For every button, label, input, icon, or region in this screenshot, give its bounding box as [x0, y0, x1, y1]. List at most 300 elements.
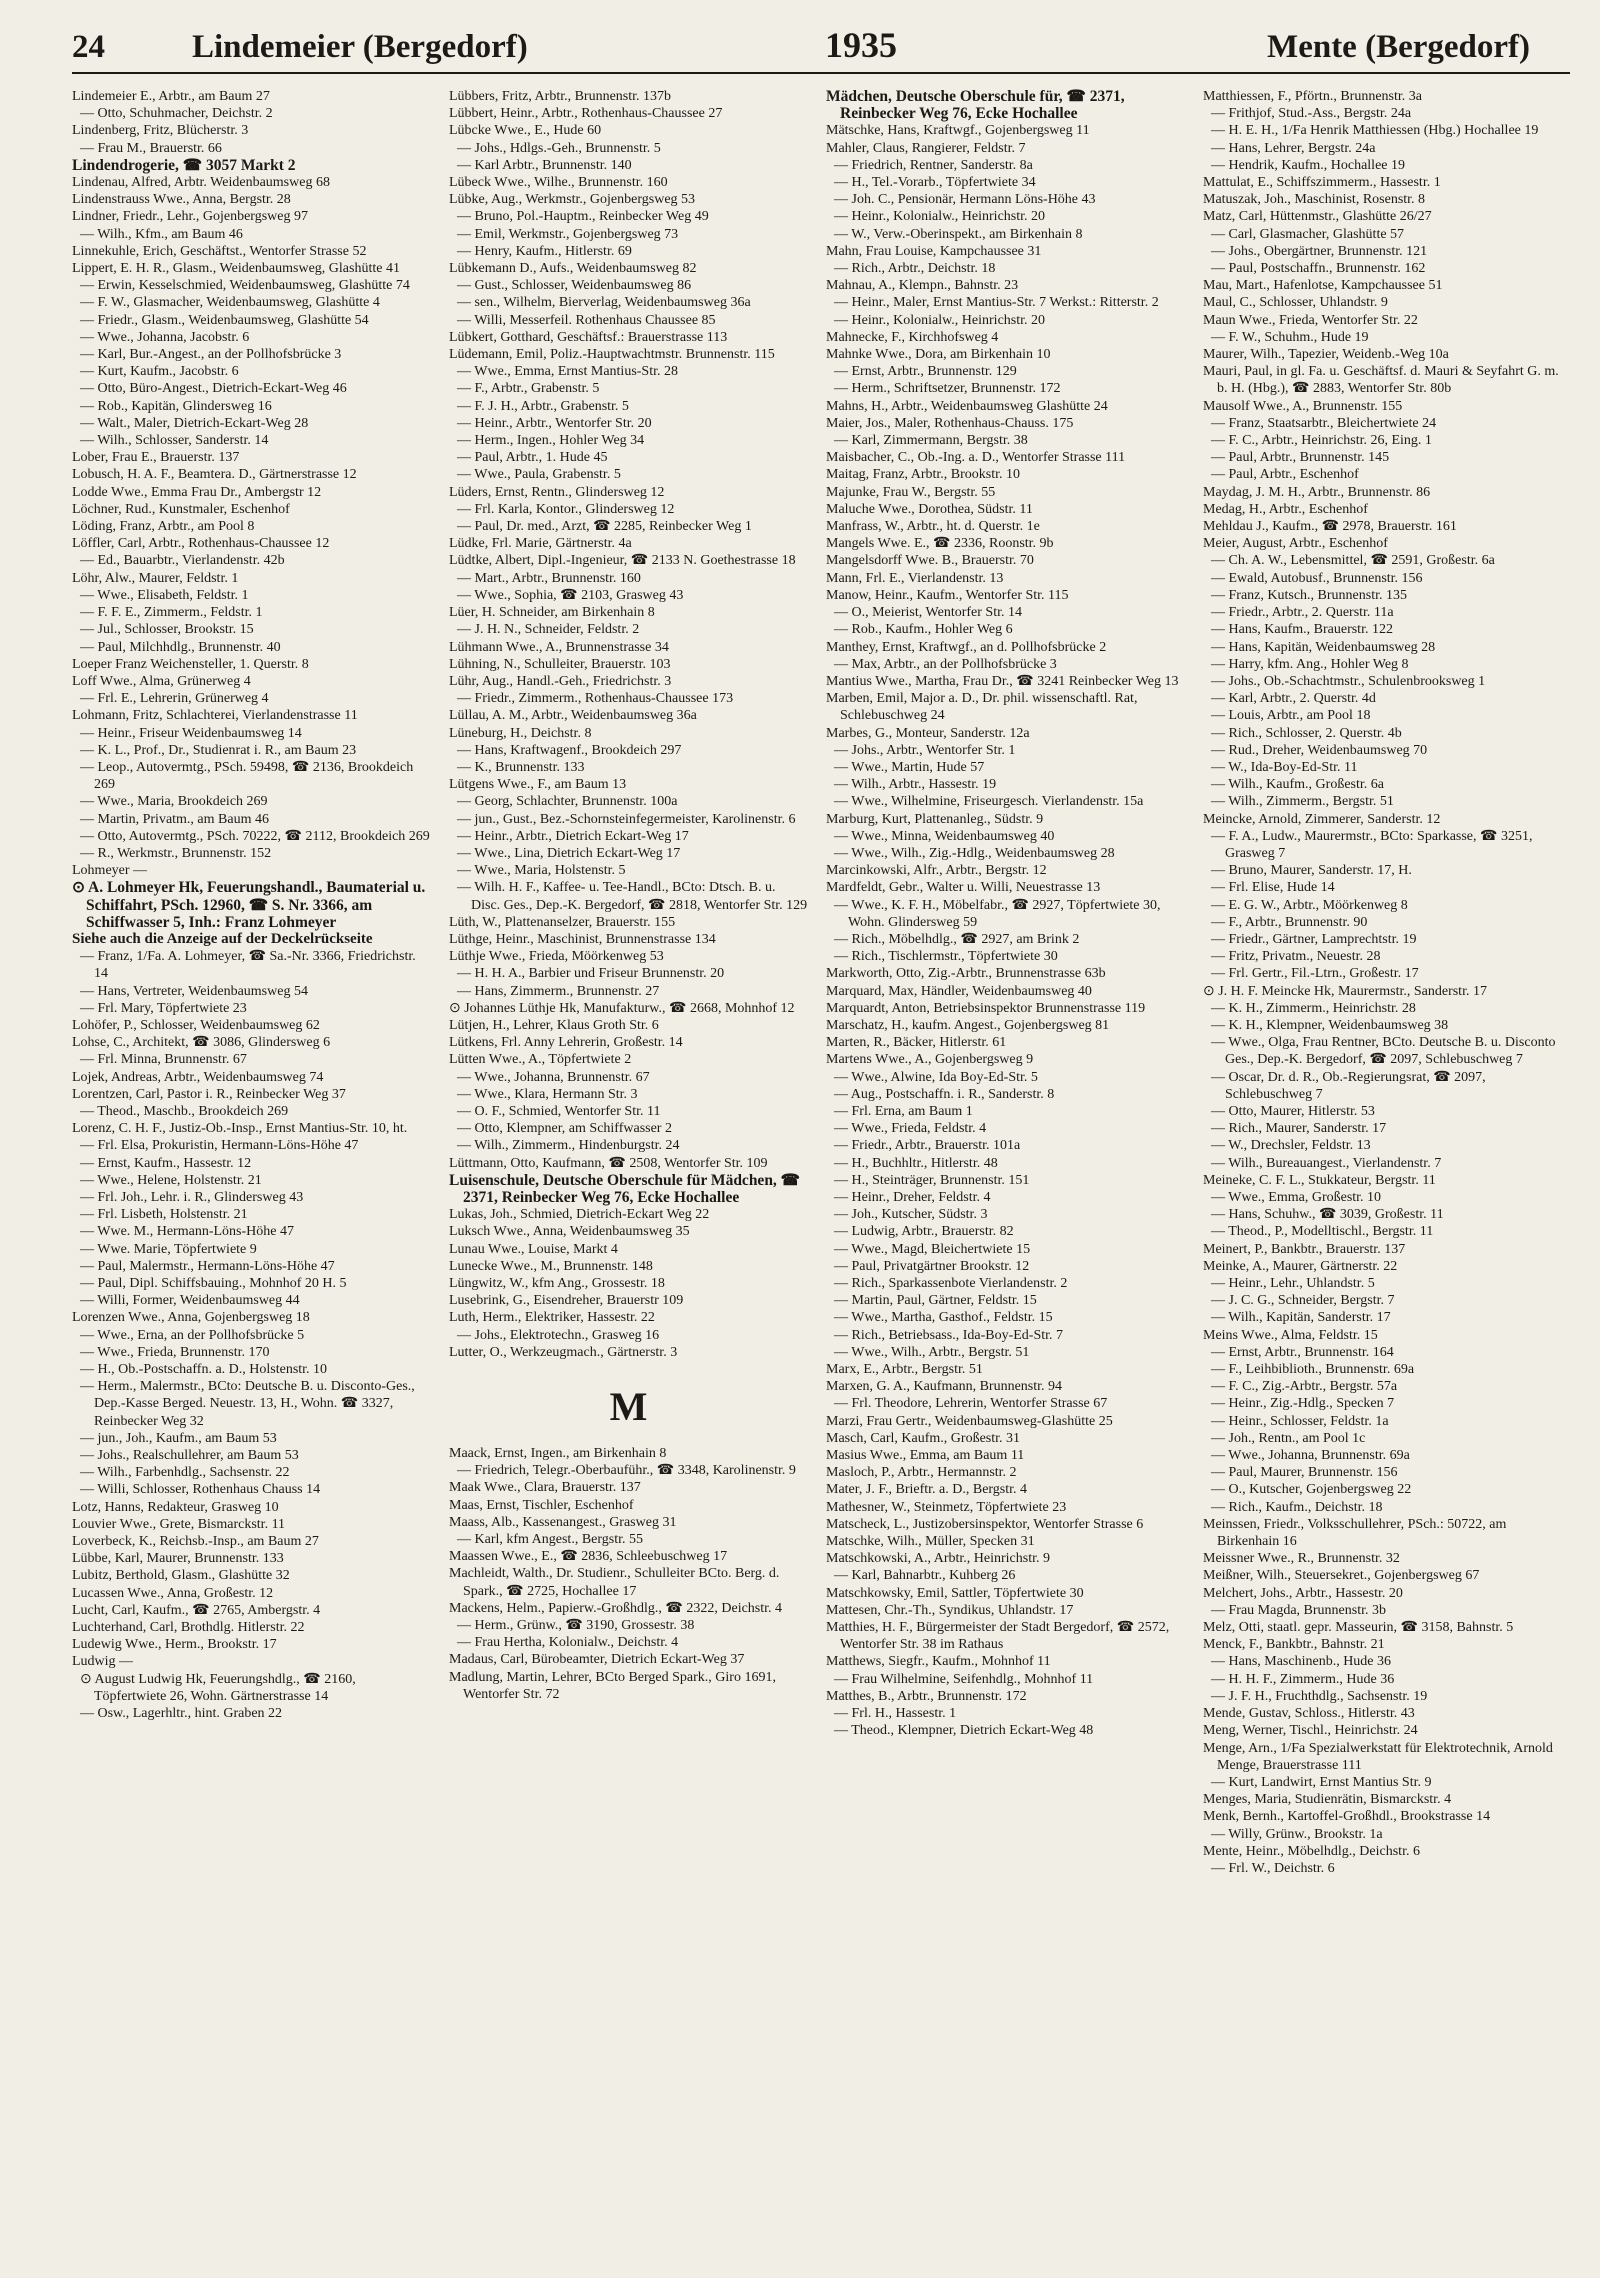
directory-entry: — Paul, Malermstr., Hermann-Löns-Höhe 47 [80, 1258, 335, 1274]
directory-entry: — Friedrich, Telegr.-Oberbauführ., ☎ 3348, Karolinenstr. 9 [457, 1463, 796, 1479]
directory-entry: Martens Wwe., A., Gojenbergsweg 9 [826, 1052, 1034, 1068]
directory-column-3 [826, 88, 1185, 2218]
directory-entry: — jun., Joh., Kaufm., am Baum 53 [80, 1430, 277, 1446]
directory-entry: — Hans, Kapitän, Weidenbaumsweg 28 [1211, 639, 1436, 655]
directory-entry: Marschatz, H., kaufm. Angest., Gojenbergsweg 81 [826, 1017, 1110, 1033]
directory-entry: Lohse, C., Architekt, ☎ 3086, Glindersweg 6 [72, 1035, 331, 1051]
directory-entry: Mau, Mart., Hafenlotse, Kampchaussee 51 [1203, 278, 1443, 294]
directory-entry: — Osw., Lagerhltr., hint. Graben 22 [80, 1706, 283, 1722]
directory-entry: Mackens, Helm., Papierw.-Großhdlg., ☎ 2322, Deichstr. 4 [449, 1600, 783, 1616]
directory-entry: Mangels Wwe. E., ☎ 2336, Roonstr. 9b [826, 536, 1054, 552]
directory-entry: — Rich., Kaufm., Deichstr. 18 [1211, 1499, 1383, 1515]
directory-entry: ⊙ Johannes Lüthje Hk, Manufakturw., ☎ 2668, Mohnhof 12 [449, 1000, 795, 1016]
advertisement-note: Siehe auch die Anzeige auf der Deckelrückseite [72, 930, 373, 947]
directory-entry: Mantius Wwe., Martha, Frau Dr., ☎ 3241 Reinbecker Weg 13 [826, 673, 1179, 689]
directory-entry: — Frau Hertha, Kolonialw., Deichstr. 4 [457, 1635, 679, 1651]
directory-entry: — Franz, Staatsarbtr., Bleichertwiete 24 [1211, 415, 1437, 431]
directory-entry: Lubitz, Berthold, Glasm., Glashütte 32 [72, 1568, 290, 1584]
directory-entry: — Theod., Klempner, Dietrich Eckart-Weg 48 [834, 1723, 1094, 1739]
directory-entry: — Rud., Dreher, Weidenbaumsweg 70 [1211, 742, 1428, 758]
directory-entry: Lüer, H. Schneider, am Birkenhain 8 [449, 605, 655, 621]
directory-entry: Ludwig — [72, 1654, 134, 1670]
directory-entry: Lüthje Wwe., Frieda, Möörkenweg 53 [449, 949, 664, 965]
directory-entry: — Ernst, Arbtr., Brunnenstr. 129 [834, 364, 1017, 380]
directory-entry: — Ch. A. W., Lebensmittel, ☎ 2591, Großestr. 6a [1211, 553, 1495, 569]
directory-entry: — Karl, kfm Angest., Bergstr. 55 [457, 1532, 644, 1548]
directory-entry: — K. H., Zimmerm., Heinrichstr. 28 [1211, 1000, 1416, 1016]
directory-entry: — Paul, Maurer, Brunnenstr. 156 [1211, 1465, 1398, 1481]
directory-entry: — Wwe., Paula, Grabenstr. 5 [457, 467, 621, 483]
directory-entry: Lukas, Joh., Schmied, Dietrich-Eckart Weg 22 [449, 1207, 710, 1223]
directory-entry: — Johs., Obergärtner, Brunnenstr. 121 [1211, 243, 1428, 259]
directory-entry: Melz, Otti, staatl. gepr. Masseurin, ☎ 3158, Bahnstr. 5 [1203, 1620, 1514, 1636]
directory-entry: — Rich., Sparkassenbote Vierlandenstr. 2 [834, 1276, 1068, 1292]
directory-entry: — Johs., Ob.-Schachtmstr., Schulenbrooksweg 1 [1211, 673, 1486, 689]
directory-entry: — F., Leihbiblioth., Brunnenstr. 69a [1211, 1362, 1415, 1378]
directory-entry: Ludewig Wwe., Herm., Brookstr. 17 [72, 1637, 277, 1653]
directory-entry: — Otto, Klempner, am Schiffwasser 2 [457, 1121, 672, 1137]
directory-entry: — Wilh. H. F., Kaffee- u. Tee-Handl., BCto: Dtsch. B. u. Disc. Ges., Dep.-K. Bergedorf, ☎ 2818, Wentorfer Str. 129 [457, 880, 808, 913]
directory-entry: Löchner, Rud., Kunstmaler, Eschenhof [72, 501, 290, 517]
directory-entry: Maitag, Franz, Arbtr., Brookstr. 10 [826, 467, 1021, 483]
directory-entry: — Paul, Arbtr., Eschenhof [1211, 467, 1359, 483]
directory-entry: Lippert, E. H. R., Glasm., Weidenbaumsweg, Glashütte 41 [72, 261, 400, 277]
directory-entry: Linnekuhle, Erich, Geschäftst., Wentorfer Strasse 52 [72, 243, 367, 259]
directory-entry: — Joh. C., Pensionär, Hermann Löns-Höhe 43 [834, 192, 1096, 208]
directory-entry: — Carl, Glasmacher, Glashütte 57 [1211, 226, 1405, 242]
directory-entry: — Heinr., Kolonialw., Heinrichstr. 20 [834, 312, 1046, 328]
directory-entry: Lindner, Friedr., Lehr., Gojenbergsweg 97 [72, 209, 308, 225]
directory-entry: — Herm., Ingen., Hohler Weg 34 [457, 433, 645, 449]
directory-entry: — Kurt, Kaufm., Jacobstr. 6 [80, 364, 239, 380]
directory-entry: Marx, E., Arbtr., Bergstr. 51 [826, 1362, 983, 1378]
directory-entry: — Paul, Arbtr., 1. Hude 45 [457, 450, 608, 466]
directory-entry: Löding, Franz, Arbtr., am Pool 8 [72, 519, 255, 535]
directory-entry: — H. H. F., Zimmerm., Hude 36 [1211, 1671, 1395, 1687]
directory-entry: Meincke, Arnold, Zimmerer, Sanderstr. 12 [1203, 811, 1441, 827]
directory-entry: Mattulat, E., Schiffszimmerm., Hassestr. 1 [1203, 175, 1441, 191]
directory-entry: — Wilh., Kaufm., Großestr. 6a [1211, 777, 1384, 793]
directory-entry: Mädchen, Deutsche Oberschule für, ☎ 2371, Reinbecker Weg 76, Ecke Hochallee [826, 88, 1125, 123]
directory-entry: Maak Wwe., Clara, Brauerstr. 137 [449, 1480, 641, 1496]
directory-entry: Lobusch, H. A. F., Beamtera. D., Gärtnerstrasse 12 [72, 467, 357, 483]
directory-entry: Matz, Carl, Hüttenmstr., Glashütte 26/27 [1203, 209, 1432, 225]
directory-entry: Lober, Frau E., Brauerstr. 137 [72, 450, 240, 466]
directory-entry: — Herm., Malermstr., BCto: Deutsche B. u. Disconto-Ges., Dep.-Kasse Berged. Neuestr. 13, H., Wohn. ☎ 3327, Reinbecker Weg 32 [80, 1379, 415, 1429]
directory-entry: Madlung, Martin, Lehrer, BCto Berged Spark., Giro 1691, Wentorfer Str. 72 [449, 1669, 776, 1702]
directory-entry: Lindenstrauss Wwe., Anna, Bergstr. 28 [72, 192, 291, 208]
directory-entry: Meißner, Wilh., Steuersekret., Gojenbergsweg 67 [1203, 1568, 1480, 1584]
directory-entry: — O., Meierist, Wentorfer Str. 14 [834, 605, 1022, 621]
directory-entry: Marquardt, Anton, Betriebsinspektor Brunnenstrasse 119 [826, 1000, 1146, 1016]
directory-entry: — Frl. H., Hassestr. 1 [834, 1706, 957, 1722]
directory-entry: — Paul, Milchhdlg., Brunnenstr. 40 [80, 639, 281, 655]
directory-entry: — H., Tel.-Vorarb., Töpfertwiete 34 [834, 175, 1036, 191]
directory-entry: — Erwin, Kesselschmied, Weidenbaumsweg, Glashütte 74 [80, 278, 410, 294]
directory-entry: — Johs., Realschullehrer, am Baum 53 [80, 1448, 299, 1464]
directory-entry: Loff Wwe., Alma, Grünerweg 4 [72, 673, 251, 689]
directory-entry: — F. W., Schuhm., Hude 19 [1211, 329, 1369, 345]
directory-entry: Mahnke Wwe., Dora, am Birkenhain 10 [826, 347, 1051, 363]
directory-entry: — Bruno, Pol.-Hauptm., Reinbecker Weg 49 [457, 209, 709, 225]
directory-entry: — Wwe., Lina, Dietrich Eckart-Weg 17 [457, 845, 681, 861]
directory-entry: Lübke, Aug., Werkmstr., Gojenbergsweg 53 [449, 192, 696, 208]
directory-entry: — Paul, Dipl. Schiffsbauing., Mohnhof 20 H. 5 [80, 1276, 347, 1292]
directory-entry: Lüth, W., Plattenanselzer, Brauerstr. 155 [449, 914, 676, 930]
directory-entry: — Hendrik, Kaufm., Hochallee 19 [1211, 157, 1405, 173]
directory-entry: — Rich., Möbelhdlg., ☎ 2927, am Brink 2 [834, 931, 1080, 947]
directory-entry: — Oscar, Dr. d. R., Ob.-Regierungsrat, ☎ 2097, Schlebuschweg 7 [1211, 1069, 1486, 1102]
directory-entry: Masch, Carl, Kaufm., Großestr. 31 [826, 1430, 1021, 1446]
directory-entry: — Ernst, Arbtr., Brunnenstr. 164 [1211, 1344, 1394, 1360]
directory-entry: — Wwe., Wilh., Zig.-Hdlg., Weidenbaumsweg 28 [834, 845, 1115, 861]
directory-entry: — O., Kutscher, Gojenbergsweg 22 [1211, 1482, 1412, 1498]
directory-entry: — Wwe., Olga, Frau Rentner, BCto. Deutsche B. u. Disconto Ges., Dep.-K. Bergedorf, ☎ 2097, Schlebuschweg 7 [1211, 1035, 1556, 1068]
directory-entry: — J. C. G., Schneider, Bergstr. 7 [1211, 1293, 1395, 1309]
directory-entry: — Theod., Maschb., Brookdeich 269 [80, 1103, 289, 1119]
directory-entry: — R., Werkmstr., Brunnenstr. 152 [80, 845, 272, 861]
directory-entry: — Wilh., Bureauangest., Vierlandenstr. 7 [1211, 1155, 1442, 1171]
directory-entry: — Friedrich, Rentner, Sanderstr. 8a [834, 157, 1033, 173]
directory-entry: Lübkert, Gotthard, Geschäftsf.: Brauerstrasse 113 [449, 329, 728, 345]
directory-entry: Mente, Heinr., Möbelhdlg., Deichstr. 6 [1203, 1843, 1420, 1859]
directory-entry: Menk, Bernh., Kartoffel-Großhdl., Brookstrasse 14 [1203, 1809, 1491, 1825]
directory-entry: — H. E. H., 1/Fa Henrik Matthiessen (Hbg.) Hochallee 19 [1211, 123, 1539, 139]
directory-entry: — Friedr., Gärtner, Lamprechtstr. 19 [1211, 931, 1417, 947]
directory-entry: — H., Ob.-Postschaffn. a. D., Holstenstr. 10 [80, 1362, 328, 1378]
directory-entry: Mardfeldt, Gebr., Walter u. Willi, Neuestrasse 13 [826, 880, 1101, 896]
directory-entry: Mausolf Wwe., A., Brunnenstr. 155 [1203, 398, 1403, 414]
directory-entry: Mende, Gustav, Schloss., Hitlerstr. 43 [1203, 1706, 1415, 1722]
directory-entry: Marten, R., Bäcker, Hitlerstr. 61 [826, 1035, 1007, 1051]
directory-entry: Lütjen, H., Lehrer, Klaus Groth Str. 6 [449, 1017, 659, 1033]
directory-entry: — Wwe., Alwine, Ida Boy-Ed-Str. 5 [834, 1069, 1038, 1085]
directory-entry: Lütgens Wwe., F., am Baum 13 [449, 777, 627, 793]
directory-entry: — Heinr., Dreher, Feldstr. 4 [834, 1190, 991, 1205]
directory-entry: Mahns, H., Arbtr., Weidenbaumsweg Glashütte 24 [826, 398, 1108, 414]
directory-entry: — Wilh., Kapitän, Sanderstr. 17 [1211, 1310, 1391, 1326]
header-year: 1935 [825, 25, 897, 65]
directory-entry: Maun Wwe., Frieda, Wentorfer Str. 22 [1203, 312, 1418, 328]
directory-entry: ⊙ A. Lohmeyer Hk, Feuerungshandl., Baumaterial u. Schiffahrt, PSch. 12960, ☎ S. Nr. 3366, am Schiffwasser 5, Inh.: Franz Lohmeyer [72, 879, 426, 931]
directory-entry: ⊙ J. H. F. Meincke Hk, Maurermstr., Sanderstr. 17 [1203, 983, 1487, 999]
directory-entry: — Frl. Mary, Töpfertwiete 23 [80, 1000, 247, 1016]
directory-entry: Luchterhand, Carl, Brothdlg. Hitlerstr. 22 [72, 1620, 305, 1636]
directory-entry: Machleidt, Walth., Dr. Studienr., Schulleiter BCto. Berg. d. Spark., ☎ 2725, Hochallee 17 [449, 1566, 780, 1599]
directory-entry: — Max, Arbtr., an der Pollhofsbrücke 3 [834, 656, 1057, 672]
directory-entry: — W., Drechsler, Feldstr. 13 [1211, 1138, 1371, 1154]
directory-entry: — Ludwig, Arbtr., Brauerstr. 82 [834, 1224, 1014, 1240]
directory-entry: — Johs., Arbtr., Wentorfer Str. 1 [834, 742, 1016, 758]
directory-entry: — Wwe., Wilh., Arbtr., Bergstr. 51 [834, 1344, 1030, 1360]
directory-entry: — Wilh., Schlosser, Sanderstr. 14 [80, 433, 269, 449]
directory-entry: — Karl, Arbtr., 2. Querstr. 4d [1211, 691, 1376, 707]
directory-entry: Marcinkowski, Alfr., Arbtr., Bergstr. 12 [826, 863, 1047, 879]
directory-entry: — Gust., Schlosser, Weidenbaumsweg 86 [457, 278, 692, 294]
directory-entry: Lübcke Wwe., E., Hude 60 [449, 123, 602, 139]
directory-entry: Lüdemann, Emil, Poliz.-Hauptwachtmstr. Brunnenstr. 115 [449, 347, 775, 363]
directory-entry: — Wwe., Emma, Ernst Mantius-Str. 28 [457, 364, 678, 380]
directory-entry: Matschke, Wilh., Müller, Specken 31 [826, 1534, 1035, 1550]
directory-entry: Luisenschule, Deutsche Oberschule für Mädchen, ☎ 2371, Reinbecker Weg 76, Ecke Hochallee [449, 1171, 800, 1206]
directory-entry: — F. C., Arbtr., Heinrichstr. 26, Eing. 1 [1211, 433, 1432, 449]
directory-entry: Medag, H., Arbtr., Eschenhof [1203, 501, 1368, 517]
directory-entry: Menges, Maria, Studienrätin, Bismarckstr. 4 [1203, 1792, 1452, 1808]
directory-entry: — O. F., Schmied, Wentorfer Str. 11 [457, 1103, 661, 1119]
directory-entry: — Frl. Elsa, Prokuristin, Hermann-Löns-Höhe 47 [80, 1138, 359, 1154]
directory-entry: — E. G. W., Arbtr., Möörkenweg 8 [1211, 897, 1408, 913]
directory-entry: — Herm., Schriftsetzer, Brunnenstr. 172 [834, 381, 1061, 397]
directory-entry: Melchert, Johs., Arbtr., Hassestr. 20 [1203, 1585, 1403, 1601]
directory-entry: — Wilh., Farbenhdlg., Sachsenstr. 22 [80, 1465, 290, 1481]
directory-entry: Lütten Wwe., A., Töpfertwiete 2 [449, 1052, 632, 1068]
directory-entry: — K., Brunnenstr. 133 [457, 759, 585, 775]
directory-entry: Mater, J. F., Brieftr. a. D., Bergstr. 4 [826, 1482, 1028, 1498]
directory-entry: Lühr, Aug., Handl.-Geh., Friedrichstr. 3 [449, 673, 672, 689]
directory-entry: Lüttmann, Otto, Kaufmann, ☎ 2508, Wentorfer Str. 109 [449, 1155, 768, 1171]
directory-entry: — Jul., Schlosser, Brookstr. 15 [80, 622, 254, 638]
directory-entry: — Wwe., Helene, Holstenstr. 21 [80, 1172, 262, 1188]
directory-entry: — Rich., Arbtr., Deichstr. 18 [834, 261, 996, 277]
directory-entry: Matthes, B., Arbtr., Brunnenstr. 172 [826, 1688, 1027, 1704]
directory-entry: — Wwe., K. F. H., Möbelfabr., ☎ 2927, Töpfertwiete 30, Wohn. Glindersweg 59 [834, 897, 1161, 930]
directory-entry: — Joh., Rentn., am Pool 1c [1211, 1430, 1366, 1446]
directory-entry: — Wwe., Martha, Gasthof., Feldstr. 15 [834, 1310, 1053, 1326]
directory-entry: — Otto, Autovermtg., PSch. 70222, ☎ 2112, Brookdeich 269 [80, 828, 430, 844]
directory-entry: — F., Arbtr., Grabenstr. 5 [457, 381, 600, 397]
directory-entry: Lodde Wwe., Emma Frau Dr., Ambergstr 12 [72, 484, 322, 500]
directory-entry: — Bruno, Maurer, Sanderstr. 17, H. [1211, 863, 1412, 879]
directory-entry: — sen., Wilhelm, Bierverlag, Weidenbaumsweg 36a [457, 295, 751, 311]
directory-entry: — Emil, Werkmstr., Gojenbergsweg 73 [457, 226, 679, 242]
directory-entry: — Paul, Dr. med., Arzt, ☎ 2285, Reinbecker Weg 1 [457, 519, 752, 535]
directory-entry: Löffler, Carl, Arbtr., Rothenhaus-Chaussee 12 [72, 536, 330, 552]
directory-entry: — Frl. Lisbeth, Holstenstr. 21 [80, 1207, 248, 1223]
section-letter: M [609, 1384, 648, 1430]
directory-entry: — Martin, Privatm., am Baum 46 [80, 811, 269, 827]
directory-entry: Meinert, P., Bankbtr., Brauerstr. 137 [1203, 1241, 1406, 1257]
directory-entry: — Frl. Gertr., Fil.-Ltrn., Großestr. 17 [1211, 966, 1419, 982]
directory-entry: Maack, Ernst, Ingen., am Birkenhain 8 [449, 1446, 667, 1462]
directory-entry: — Wwe., Martin, Hude 57 [834, 759, 985, 775]
directory-entry: Lüders, Ernst, Rentn., Glindersweg 12 [449, 484, 665, 500]
directory-entry: Matuszak, Joh., Maschinist, Rosenstr. 8 [1203, 192, 1426, 208]
directory-entry: Lorenz, C. H. F., Justiz-Ob.-Insp., Ernst Mantius-Str. 10, ht. [72, 1121, 408, 1137]
directory-entry: — Aug., Postschaffn. i. R., Sanderstr. 8 [834, 1086, 1055, 1102]
directory-entry: — Karl, Zimmermann, Bergstr. 38 [834, 433, 1028, 449]
directory-entry: Lüthge, Heinr., Maschinist, Brunnenstrasse 134 [449, 931, 716, 947]
directory-entry: Maul, C., Schlosser, Uhlandstr. 9 [1203, 295, 1388, 311]
directory-entry: Meineke, C. F. L., Stukkateur, Bergstr. 11 [1203, 1172, 1436, 1188]
directory-entry: — Frl. W., Deichstr. 6 [1211, 1860, 1335, 1876]
directory-entry: — Willi, Messerfeil. Rothenhaus Chaussee 85 [457, 312, 716, 328]
directory-entry: Menck, F., Bankbtr., Bahnstr. 21 [1203, 1637, 1385, 1653]
directory-entry: — Willi, Former, Weidenbaumsweg 44 [80, 1293, 300, 1309]
directory-entry: — Heinr., Maler, Ernst Mantius-Str. 7 Werkst.: Ritterstr. 2 [834, 295, 1159, 311]
directory-entry: — Leop., Autovermtg., PSch. 59498, ☎ 2136, Brookdeich 269 [80, 759, 414, 793]
directory-entry: — Herm., Grünw., ☎ 3190, Grossestr. 38 [457, 1618, 695, 1634]
directory-entry: — Frl. Minna, Brunnenstr. 67 [80, 1052, 247, 1068]
directory-entry: — Willi, Schlosser, Rothenhaus Chauss 14 [80, 1482, 321, 1498]
directory-entry: — Rob., Kapitän, Glindersweg 16 [80, 398, 272, 414]
directory-entry: Manfrass, W., Arbtr., ht. d. Querstr. 1e [826, 519, 1040, 535]
directory-entry: Lübbers, Fritz, Arbtr., Brunnenstr. 137b [449, 89, 672, 104]
directory-column-2 [449, 88, 808, 2218]
directory-entry: Mahnecke, F., Kirchhofsweg 4 [826, 329, 999, 345]
directory-entry: Lindemeier E., Arbtr., am Baum 27 [72, 89, 270, 104]
directory-entry: — Paul, Postschaffn., Brunnenstr. 162 [1211, 261, 1426, 277]
directory-entry: Lühning, N., Schulleiter, Brauerstr. 103 [449, 656, 671, 672]
directory-entry: Lühmann Wwe., A., Brunnenstrasse 34 [449, 639, 669, 655]
directory-entry: Maass, Alb., Kassenangest., Grasweg 31 [449, 1514, 677, 1530]
directory-entry: — Hans, Maschinenb., Hude 36 [1211, 1654, 1392, 1670]
directory-entry: Marburg, Kurt, Plattenanleg., Südstr. 9 [826, 811, 1044, 827]
directory-entry: — Wwe., Sophia, ☎ 2103, Grasweg 43 [457, 587, 684, 603]
directory-entry: — Theod., P., Modelltischl., Bergstr. 11 [1211, 1224, 1434, 1240]
directory-entry: Matschkowsky, Emil, Sattler, Töpfertwiete 30 [826, 1585, 1084, 1601]
directory-entry: — Hans, Kaufm., Brauerstr. 122 [1211, 622, 1393, 638]
directory-entry: — Hans, Vertreter, Weidenbaumsweg 54 [80, 983, 308, 999]
directory-entry: Mehldau J., Kaufm., ☎ 2978, Brauerstr. 161 [1203, 519, 1457, 535]
directory-entry: Meins Wwe., Alma, Feldstr. 15 [1203, 1327, 1378, 1343]
directory-entry: — Johs., Elektrotechn., Grasweg 16 [457, 1327, 660, 1343]
directory-entry: Marxen, G. A., Kaufmann, Brunnenstr. 94 [826, 1379, 1063, 1395]
directory-entry: Maassen Wwe., E., ☎ 2836, Schleebuschweg 17 [449, 1549, 728, 1565]
directory-entry: Lüngwitz, W., kfm Ang., Grossestr. 18 [449, 1276, 665, 1292]
directory-entry: Luth, Herm., Elektriker, Hassestr. 22 [449, 1310, 655, 1326]
directory-entry: — Heinr., Arbtr., Wentorfer Str. 20 [457, 415, 652, 431]
directory-entry: Mann, Frl. E., Vierlandenstr. 13 [826, 570, 1004, 586]
directory-entry: Lindenau, Alfred, Arbtr. Weidenbaumsweg 68 [72, 175, 330, 191]
directory-entry: Löhr, Alw., Maurer, Feldstr. 1 [72, 570, 239, 586]
directory-entry: — Wwe., Emma, Großestr. 10 [1211, 1190, 1382, 1205]
directory-entry: Matthies, H. F., Bürgermeister der Stadt Bergedorf, ☎ 2572, Wentorfer Str. 38 im Rathaus [826, 1620, 1170, 1653]
directory-entry: Louvier Wwe., Grete, Bismarckstr. 11 [72, 1516, 286, 1532]
directory-entry: — Wwe., Minna, Weidenbaumsweg 40 [834, 828, 1055, 844]
directory-entry: Marben, Emil, Major a. D., Dr. phil. wissenschaftl. Rat, Schlebuschweg 24 [826, 691, 1138, 724]
directory-entry: Maydag, J. M. H., Arbtr., Brunnenstr. 86 [1203, 484, 1431, 500]
directory-entry: — H. H. A., Barbier und Friseur Brunnenstr. 20 [457, 966, 725, 982]
directory-entry: — Friedr., Glasm., Weidenbaumsweg, Glashütte 54 [80, 312, 369, 328]
directory-entry: — Rob., Kaufm., Hohler Weg 6 [834, 622, 1013, 638]
page-number: 24 [72, 29, 105, 65]
directory-entry: — Kurt, Landwirt, Ernst Mantius Str. 9 [1211, 1774, 1432, 1790]
directory-entry: Majunke, Frau W., Bergstr. 55 [826, 484, 996, 500]
directory-entry: — Heinr., Schlosser, Feldstr. 1a [1211, 1413, 1389, 1429]
directory-entry: — Wwe., Frieda, Feldstr. 4 [834, 1121, 987, 1137]
directory-entry: Lorenzen Wwe., Anna, Gojenbergsweg 18 [72, 1310, 310, 1326]
directory-entry: — Wwe., Johanna, Brunnenstr. 69a [1211, 1448, 1410, 1464]
directory-entry: Lohmann, Fritz, Schlachterei, Vierlandenstrasse 11 [72, 708, 358, 724]
directory-entry: Lüdke, Frl. Marie, Gärtnerstr. 4a [449, 536, 632, 552]
directory-entry: — Franz, Kutsch., Brunnenstr. 135 [1211, 587, 1407, 603]
directory-entry: — Rich., Betriebsass., Ida-Boy-Ed-Str. 7 [834, 1327, 1064, 1343]
directory-entry: — H., Steinträger, Brunnenstr. 151 [834, 1172, 1030, 1188]
directory-column-1 [72, 88, 431, 2218]
directory-entry: — Hans, Schuhw., ☎ 3039, Großestr. 11 [1211, 1207, 1444, 1223]
directory-entry: — Georg, Schlachter, Brunnenstr. 100a [457, 794, 678, 810]
directory-entry: — Wwe. M., Hermann-Löns-Höhe 47 [80, 1224, 294, 1240]
directory-entry: — Heinr., Arbtr., Dietrich Eckart-Weg 17 [457, 828, 689, 844]
directory-entry: Mahn, Frau Louise, Kampchaussee 31 [826, 243, 1042, 259]
directory-entry: Mahler, Claus, Rangierer, Feldstr. 7 [826, 140, 1026, 156]
directory-entry: Lübbe, Karl, Maurer, Brunnenstr. 133 [72, 1551, 284, 1567]
directory-entry: Lucht, Carl, Kaufm., ☎ 2765, Ambergstr. 4 [72, 1602, 321, 1618]
directory-entry: Maurer, Wilh., Tapezier, Weidenb.-Weg 10a [1203, 347, 1449, 363]
directory-entry: — F. J. H., Arbtr., Grabenstr. 5 [457, 398, 629, 414]
directory-entry: Matschkowski, A., Arbtr., Heinrichstr. 9 [826, 1551, 1050, 1567]
directory-entry: — Harry, kfm. Ang., Hohler Weg 8 [1211, 656, 1409, 672]
directory-entry: — W., Ida-Boy-Ed-Str. 11 [1211, 759, 1358, 775]
directory-entry: Lohöfer, P., Schlosser, Weidenbaumsweg 62 [72, 1017, 320, 1033]
directory-entry: — Frau Magda, Brunnenstr. 3b [1211, 1602, 1386, 1618]
directory-entry: Lindenberg, Fritz, Blücherstr. 3 [72, 123, 249, 139]
directory-entry: Matthiessen, F., Pförtn., Brunnenstr. 3a [1203, 89, 1422, 104]
directory-entry: Menge, Arn., 1/Fa Spezialwerkstatt für Elektrotechnik, Arnold Menge, Brauerstrasse 111 [1203, 1740, 1553, 1773]
directory-entry: Loverbeck, K., Reichsb.-Insp., am Baum 27 [72, 1534, 319, 1550]
directory-entry: — Franz, 1/Fa. A. Lohmeyer, ☎ Sa.-Nr. 3366, Friedrichstr. 14 [80, 949, 416, 982]
directory-entry: — F. W., Glasmacher, Weidenbaumsweg, Glashütte 4 [80, 295, 380, 311]
directory-entry: Lunau Wwe., Louise, Markt 4 [449, 1241, 618, 1257]
directory-entry: — Louis, Arbtr., am Pool 18 [1211, 708, 1371, 724]
directory-entry: Lüllau, A. M., Arbtr., Weidenbaumsweg 36a [449, 708, 697, 724]
directory-entry: — Wwe., Johanna, Jacobstr. 6 [80, 329, 250, 345]
directory-entry: Maisbacher, C., Ob.-Ing. a. D., Wentorfer Strasse 111 [826, 450, 1126, 466]
directory-entry: Lunecke Wwe., M., Brunnenstr. 148 [449, 1258, 653, 1274]
directory-entry: Lübeck Wwe., Wilhe., Brunnenstr. 160 [449, 175, 668, 191]
directory-entry: Madaus, Carl, Bürobeamter, Dietrich Eckart-Weg 37 [449, 1652, 745, 1668]
directory-entry: — Joh., Kutscher, Südstr. 3 [834, 1207, 988, 1223]
directory-entry: Mattesen, Chr.-Th., Syndikus, Uhlandstr. 17 [826, 1602, 1074, 1618]
directory-entry: Lübbert, Heinr., Arbtr., Rothenhaus-Chaussee 27 [449, 106, 723, 122]
directory-entry: Lutter, O., Werkzeugmach., Gärtnerstr. 3 [449, 1344, 678, 1360]
directory-entry: — Friedr., Arbtr., Brauerstr. 101a [834, 1138, 1021, 1154]
directory-entry: — Heinr., Zig.-Hdlg., Specken 7 [1211, 1396, 1395, 1412]
directory-entry: Meinssen, Friedr., Volksschullehrer, PSch.: 50722, am Birkenhain 16 [1203, 1516, 1507, 1550]
directory-entry: — H., Buchhltr., Hitlerstr. 48 [834, 1155, 998, 1171]
directory-entry: Meng, Werner, Tischl., Heinrichstr. 24 [1203, 1723, 1418, 1739]
directory-entry: — jun., Gust., Bez.-Schornsteinfegermeister, Karolinenstr. 6 [457, 811, 796, 827]
directory-columns [72, 88, 1570, 2218]
directory-entry: — Otto, Maurer, Hitlerstr. 53 [1211, 1103, 1375, 1119]
directory-entry: — Wwe., Frieda, Brunnenstr. 170 [80, 1344, 270, 1360]
directory-entry: — Karl Arbtr., Brunnenstr. 140 [457, 157, 632, 173]
directory-entry: Marbes, G., Monteur, Sanderstr. 12a [826, 725, 1030, 741]
directory-entry: — Frl. Joh., Lehr. i. R., Glindersweg 43 [80, 1190, 304, 1205]
directory-entry: Loeper Franz Weichensteller, 1. Querstr. 8 [72, 656, 309, 672]
directory-entry: — Wwe., Johanna, Brunnenstr. 67 [457, 1069, 650, 1085]
directory-entry: — Wilh., Zimmerm., Bergstr. 51 [1211, 794, 1394, 810]
directory-entry: Lohmeyer — [72, 863, 148, 879]
directory-entry: — Hans, Lehrer, Bergstr. 24a [1211, 140, 1376, 156]
directory-entry: Lusebrink, G., Eisendreher, Brauerstr 109 [449, 1293, 684, 1309]
directory-entry: — Wwe., Klara, Hermann Str. 3 [457, 1086, 638, 1102]
directory-entry: — W., Verw.-Oberinspekt., am Birkenhain 8 [834, 226, 1083, 242]
directory-entry: — Frl. Elise, Hude 14 [1211, 880, 1335, 896]
directory-entry: Markworth, Otto, Zig.-Arbtr., Brunnenstrasse 63b [826, 966, 1106, 982]
directory-entry: Lotz, Hanns, Redakteur, Grasweg 10 [72, 1499, 279, 1515]
directory-entry: Lüneburg, H., Deichstr. 8 [449, 725, 592, 741]
directory-entry: — Heinr., Lehr., Uhlandstr. 5 [1211, 1276, 1375, 1292]
directory-entry: Maluche Wwe., Dorothea, Südstr. 11 [826, 501, 1033, 517]
directory-entry: — F. A., Ludw., Maurermstr., BCto: Sparkasse, ☎ 3251, Grasweg 7 [1211, 828, 1533, 861]
directory-entry: — Rich., Schlosser, 2. Querstr. 4b [1211, 725, 1402, 741]
directory-entry: — Rich., Maurer, Sanderstr. 17 [1211, 1121, 1387, 1137]
directory-entry: — J. H. N., Schneider, Feldstr. 2 [457, 622, 640, 638]
directory-entry: Masius Wwe., Emma, am Baum 11 [826, 1448, 1025, 1464]
directory-entry: Mahnau, A., Klempn., Bahnstr. 23 [826, 278, 1019, 294]
directory-entry: — Wwe., Magd, Bleichertwiete 15 [834, 1241, 1031, 1257]
